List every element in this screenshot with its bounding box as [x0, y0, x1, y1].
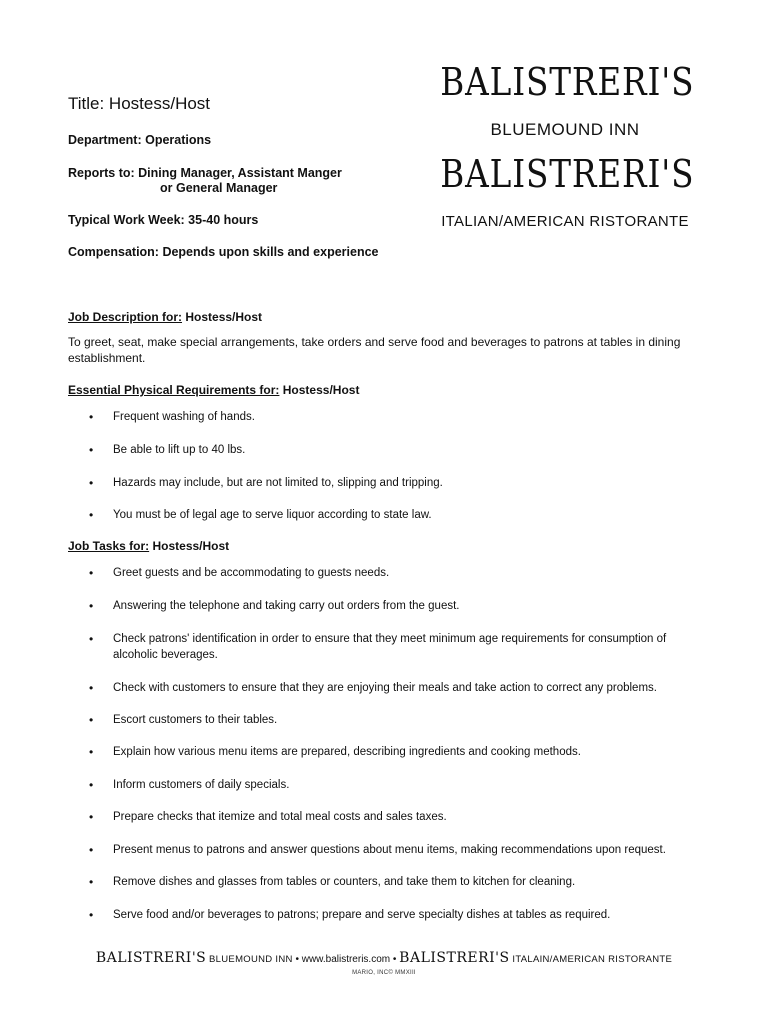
department-line: Department: Operations — [68, 133, 212, 147]
footer-brand-right: BALISTRERI'S — [399, 950, 510, 966]
footer-separator: • — [295, 954, 299, 965]
logo-name-bottom: BALISTRERI'S — [440, 152, 695, 196]
work-week-line: Typical Work Week: 35-40 hours — [68, 213, 259, 227]
page-footer — [0, 950, 768, 966]
job-tasks-heading: Job Tasks for: Hostess/Host — [68, 539, 230, 553]
job-description-heading: Job Description for: Hostess/Host — [68, 310, 263, 324]
logo-subtitle-inn: BLUEMOUND INN — [490, 120, 640, 139]
page-title: Title: Hostess/Host — [68, 94, 211, 113]
logo-subtitle-ristorante: ITALIAN/AMERICAN RISTORANTE — [441, 213, 689, 230]
footer-brand-left: BALISTRERI'S — [95, 950, 207, 966]
job-description-page: Title: Hostess/Host Department: Operations Reports to: Dining Manager, Assistant Manger or General Manager Typical Work Week: 35-40 hours Compensation: Depends upon skills and experience BALISTRERI'S BLUEMOUND INN BALISTRERI'S ITALIAN/AMERICAN RISTORANTE Job Description for: Hostess/Host To greet, seat, make special arrangements, take orders and serve food and beverages to patrons at tables in dining establishment. Essential Physical Requirements for: Hostess/Host • Frequent washing of hands. • Be able to lift up to 40 lbs. • Hazards may include, but are not limited to, slipping and tripping. • You must be of legal age to serve liquor according to state law. Job Tasks for: Hostess/Host • Greet guests and be accommodating to guests needs. • Answering the telephone and taking carry out orders from the guest. • Check patrons' identification in order to ensure that they meet minimum age requirements for consumption of alcoholic beverages. • Check with customers to ensure that they are enjoying their meals and take action to correct any problems. • Escort customers to their tables. • Explain how various menu items are prepared, describing ingredients and cooking methods. • Inform customers of daily specials. • Prepare checks that itemize and total meal costs and sales taxes. • Present menus to patrons and answer questions about menu items, making recommendations upon request. • Remove dishes and glasses from tables or counters, and take them to kitchen for cleaning. • Serve food and/or beverages to patrons; prepare and serve specialty dishes at tables as required. BALISTRERI'S BLUEMOUND INN • www.balistreris.com • BALISTRERI'S ITALAIN/AMERICAN RISTORANTE MARIO, INC© MMXIII — [0, 0, 768, 1024]
footer-separator: • — [392, 954, 397, 965]
footer-copyright: MARIO, INC© MMXIII — [352, 970, 416, 976]
compensation-line: Compensation: Depends upon skills and experience — [68, 245, 379, 259]
job-description-text: To greet, seat, make special arrangements, take orders and serve food and beverages to patrons at tables in dining establishment. — [68, 335, 681, 365]
footer-inn: BLUEMOUND INN — [209, 954, 293, 965]
logo-name-top: BALISTRERI'S — [440, 60, 695, 104]
reports-to-line-continued: or General Manager — [160, 181, 278, 195]
footer-website[interactable]: www.balistreris.com — [301, 954, 391, 965]
reports-to-line: Reports to: Dining Manager, Assistant Manger — [68, 166, 342, 180]
physical-requirements-heading: Essential Physical Requirements for: Hostess/Host — [68, 383, 360, 397]
footer-ristorante: ITALAIN/AMERICAN RISTORANTE — [512, 954, 673, 965]
